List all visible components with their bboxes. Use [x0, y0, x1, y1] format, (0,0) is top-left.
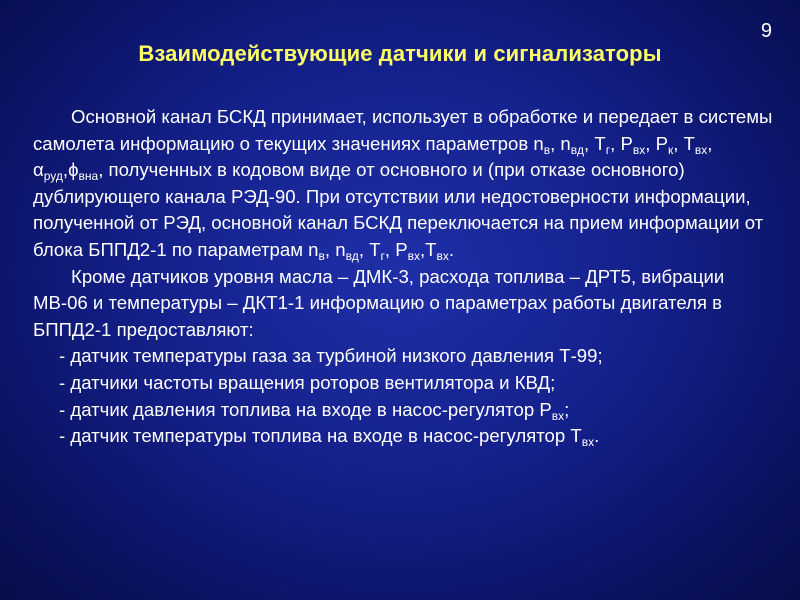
- para1-sub-12: вх: [407, 248, 421, 263]
- para1-sub-5: к: [667, 142, 674, 157]
- bullet-text: - датчик температуры топлива на входе в насос-регулятор Т: [59, 425, 582, 447]
- para1-text-13: ,T: [420, 238, 437, 260]
- slide-body: [33, 104, 778, 450]
- bullet-item: [33, 370, 778, 397]
- para1-sub-10: вд: [345, 248, 359, 263]
- bullet-text: - датчик давления топлива на входе в насос-регулятор Р: [59, 398, 552, 420]
- para1-sub-13: вх: [436, 248, 449, 263]
- paragraph-sensors: Кроме датчиков уровня масла – ДМК-3, расхода топлива – ДРТ5, вибрации МВ-06 и температуры – ДКТ1-1 информацию о параметрах работы двигателя в БППД2-1 предоставляют:: [33, 265, 725, 340]
- bullet-text: - датчики частоты вращения роторов вентилятора и КВД;: [59, 371, 556, 393]
- para1-sub-4: вх: [632, 142, 646, 157]
- para1-sub-11: г: [380, 248, 385, 263]
- para1-text-8: ,ϕ: [62, 159, 79, 181]
- para1-text-2: , n: [550, 132, 571, 154]
- para1-sub-3: г: [605, 142, 611, 157]
- paragraph-main-channel: [33, 104, 778, 264]
- para1-text-5: , P: [645, 132, 668, 154]
- bullet-text: - датчик температуры газа за турбиной низкого давления Т-99;: [59, 345, 603, 367]
- para1-text-3: , T: [584, 132, 606, 154]
- para1-text-14: .: [448, 238, 455, 260]
- bullet-item: [33, 343, 778, 370]
- para1-sub-6: вх: [694, 142, 708, 157]
- para1-sub-1: в: [543, 142, 551, 157]
- para1-text-11: , T: [358, 238, 381, 260]
- para1-text-12: , P: [384, 238, 408, 260]
- bullet-end: ;: [564, 398, 570, 420]
- para1-sub-7: руд: [43, 169, 63, 184]
- bullet-sub: вх: [581, 435, 595, 450]
- bullet-item: [33, 397, 778, 424]
- bullet-sub: вх: [551, 408, 565, 423]
- para1-text-4: , P: [610, 132, 633, 154]
- para1-text-1: Основной канал БСКД принимает, использует в обработке и передает в системы самолета информацию о текущих значениях параметров n: [33, 106, 773, 154]
- bullet-item: [33, 423, 778, 450]
- para1-sub-2: вд: [570, 142, 585, 157]
- para1-text-6: , Т: [673, 132, 695, 154]
- para1-text-10: , n: [324, 238, 346, 260]
- para1-sub-9: в: [318, 248, 325, 263]
- bullet-end: .: [594, 425, 600, 447]
- para1-text-7: , α: [33, 132, 713, 181]
- para1-text-9: , полученных в кодовом виде от основного и (при отказе основного) дублирующего канала РЭД-90. При отсутствии или недостоверности информации, полученной от РЭД, основной канал БСКД переключается на прием информации от блока БППД2-1 по параметрам n: [33, 159, 764, 260]
- slide-title: Взаимодействующие датчики и сигнализаторы: [138, 41, 662, 66]
- page-number: 9: [760, 20, 772, 42]
- para1-sub-8: вна: [78, 169, 99, 184]
